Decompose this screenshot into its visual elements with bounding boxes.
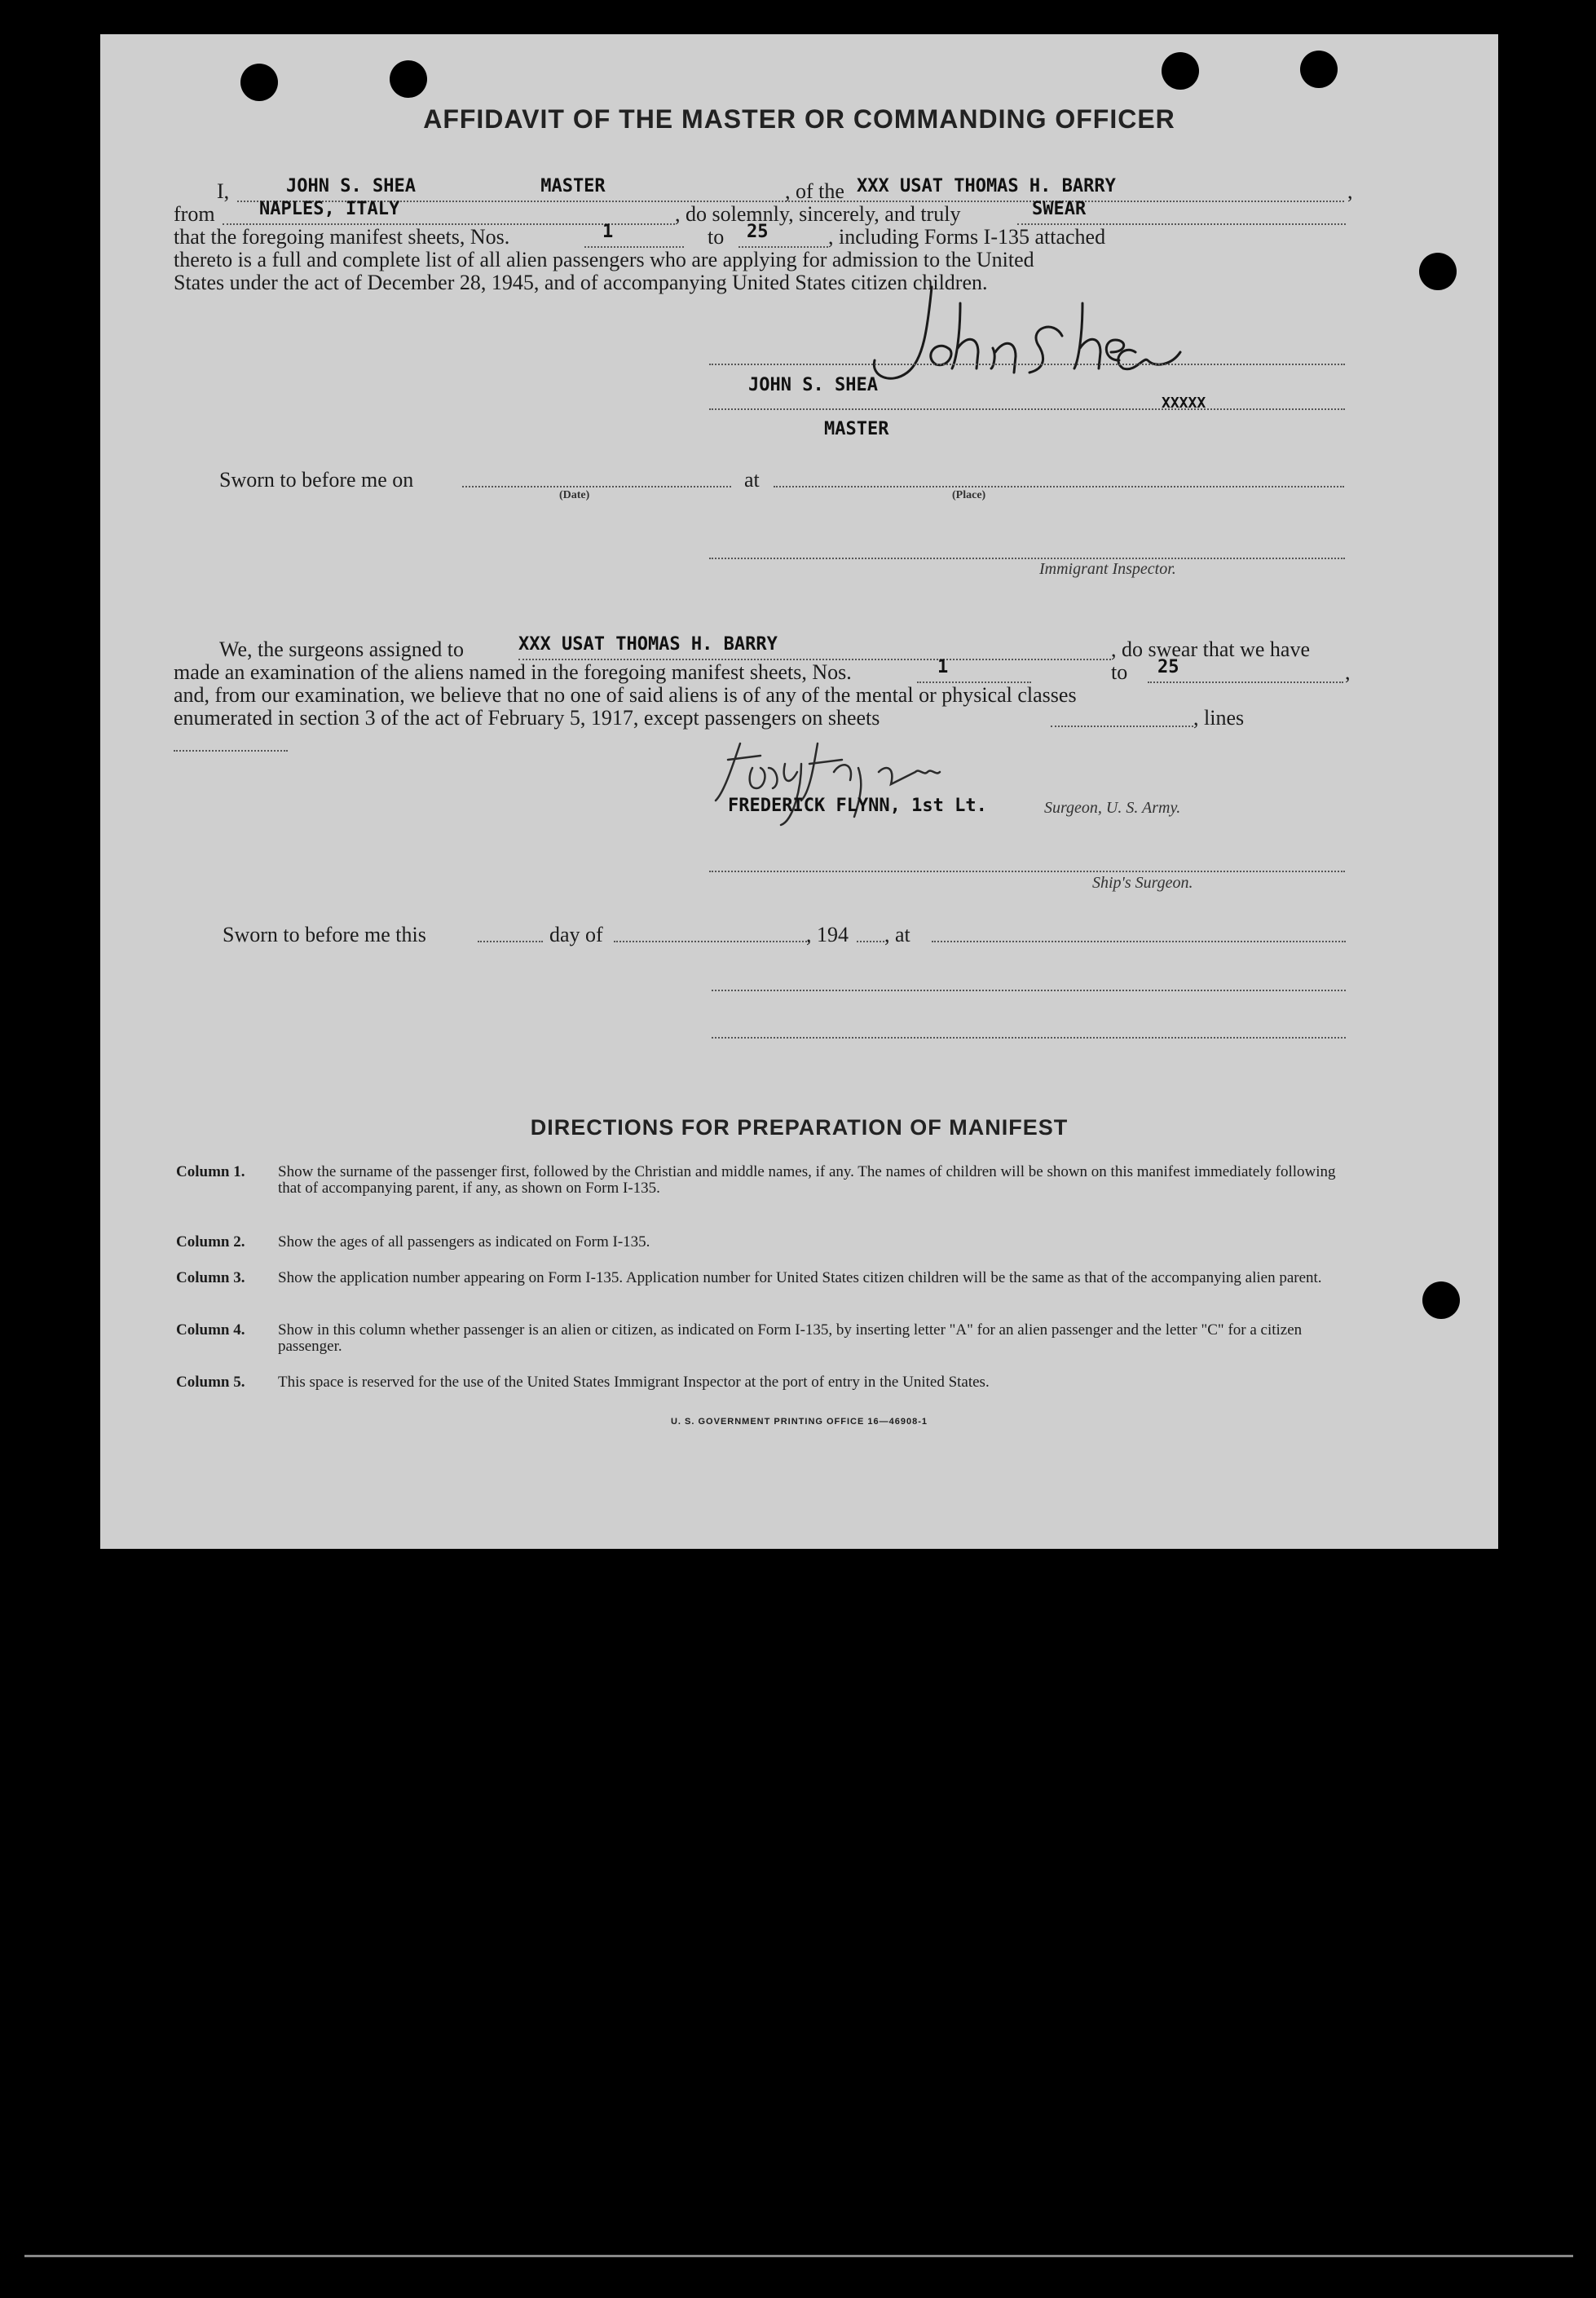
oath-field (1017, 199, 1346, 225)
punch-hole (1419, 253, 1457, 290)
punch-hole (1162, 52, 1199, 90)
ships-surgeon-line (709, 869, 1345, 872)
surgeons-line2-to: to (1111, 660, 1128, 684)
direction-label: Column 3. (176, 1269, 245, 1286)
struck-text: XXXXX (1162, 395, 1206, 412)
typed-surgeon-name: FREDERICK FLYNN, 1st Lt. (728, 796, 987, 816)
surgeons-at-label: , at (884, 923, 910, 946)
printing-office-footer: U. S. GOVERNMENT PRINTING OFFICE 16—46908-1 (670, 1417, 928, 1427)
surgeons-vessel-field: XXX USAT THOMAS H. BARRY (518, 634, 1111, 660)
direction-label: Column 5. (176, 1374, 245, 1391)
master-signature-line (709, 362, 1345, 365)
surgeons-line1-post: , do swear that we have (1111, 637, 1311, 661)
oath: SWEAR (1032, 199, 1087, 219)
direction-label: Column 4. (176, 1321, 245, 1339)
comma: , (1347, 179, 1353, 203)
immigrant-inspector-caption: Immigrant Inspector. (1039, 560, 1176, 578)
directions-title: DIRECTIONS FOR PREPARATION OF MANIFEST (530, 1115, 1069, 1140)
sheet-to: 25 (747, 222, 769, 242)
master-name: JOHN S. SHEA (286, 176, 416, 196)
affidavit-title: AFFIDAVIT OF THE MASTER OR COMMANDING OFFICER (423, 104, 1175, 134)
sworn-before-label: Sworn to before me on (219, 468, 414, 492)
surgeon-signature (703, 727, 1029, 833)
affidavit-line3-post: , including Forms I-135 attached (828, 225, 1106, 249)
sworn-place-line-2 (932, 939, 1346, 942)
surgeons-officer-line-2 (712, 1035, 1346, 1039)
direction-text: This space is reserved for the use of the United States Immigrant Inspector at the port of entry in the United States. (278, 1374, 990, 1391)
affidavit-line3-prefix: that the foregoing manifest sheets, Nos. (174, 225, 510, 249)
place-caption: (Place) (952, 489, 986, 501)
sheets-except-line (1051, 724, 1193, 727)
surgeons-sheet-from-field (917, 657, 1031, 683)
surgeons-line4-prefix: enumerated in section 3 of the act of February 5, 1917, except passengers on sheets (174, 706, 880, 730)
ships-surgeon-caption: Ship's Surgeon. (1092, 874, 1193, 892)
affidavit-line1-prefix: I, (217, 179, 230, 203)
direction-text: Show the application number appearing on Form I-135. Application number for United States citizen children will be the same as that of the accompanying alien parent. (278, 1269, 1322, 1286)
surgeon-army-caption: Surgeon, U. S. Army. (1044, 799, 1181, 817)
surgeons-line1-prefix: We, the surgeons assigned to (219, 637, 464, 661)
direction-text: Show the ages of all passengers as indicated on Form I-135. (278, 1233, 650, 1250)
sworn-month-line (614, 939, 809, 942)
punch-hole (1422, 1281, 1460, 1319)
surgeons-sworn-label: Sworn to before me this (223, 923, 426, 946)
affidavit-line3-to: to (708, 225, 725, 249)
punch-hole (390, 60, 427, 98)
master-title: MASTER (540, 176, 606, 196)
affidavit-line4: thereto is a full and complete list of all alien passengers who are applying for admission to the United (174, 248, 1034, 271)
typed-master-rank: MASTER (824, 419, 889, 439)
scan-edge-strip (24, 2255, 1573, 2257)
surgeons-line4-post: , lines (1193, 706, 1245, 730)
direction-label: Column 1. (176, 1163, 245, 1180)
comma: , (1345, 660, 1351, 684)
date-caption: (Date) (559, 489, 590, 501)
sworn-year-line (857, 939, 884, 942)
surgeons-officer-line-1 (712, 988, 1346, 991)
surgeons-line3: and, from our examination, we believe that no one of said aliens is of any of the mental or physical classes (174, 683, 1077, 707)
affidavit-line2-prefix: from (174, 202, 215, 226)
inspector-line (709, 556, 1345, 559)
affidavit-line1-mid: , of the (785, 179, 844, 203)
sheet-to-field (738, 222, 828, 248)
affidavit-line2-mid: , do solemnly, sincerely, and truly (675, 202, 961, 226)
sworn-date-line (462, 484, 731, 487)
vessel-field: XXX USAT THOMAS H. BARRY (857, 176, 1344, 202)
port-from: NAPLES, ITALY (259, 199, 400, 219)
surgeons-year-label: , 194 (806, 923, 849, 946)
master-rank-line (709, 407, 1345, 410)
affidavit-line5: States under the act of December 28, 1945, and of accompanying United States citizen children. (174, 271, 988, 294)
direction-text: Show the surname of the passenger first, followed by the Christian and middle names, if any. The names of children will be shown on this manifest immediately following that of accompanying parent, if any, as shown on Form I-135. (278, 1163, 1336, 1197)
punch-hole (240, 64, 278, 101)
manifest-page (100, 34, 1498, 1549)
surgeons-sheet-to: 25 (1157, 657, 1179, 677)
sworn-day-line (478, 939, 543, 942)
direction-text: Show in this column whether passenger is an alien or citizen, as indicated on Form I-135, by inserting letter "A" for an alien passenger and the letter "C" for a citizen passenger. (278, 1321, 1303, 1355)
surgeons-sheet-to-field (1148, 657, 1343, 683)
surgeons-day-label: day of (549, 923, 603, 946)
surgeons-sheet-from: 1 (937, 657, 949, 677)
punch-hole (1300, 51, 1338, 88)
sheet-from: 1 (602, 222, 614, 242)
direction-label: Column 2. (176, 1233, 245, 1250)
surgeons-line2-prefix: made an examination of the aliens named in the foregoing manifest sheets, Nos. (174, 660, 852, 684)
sheet-from-field (584, 222, 684, 248)
sworn-place-line (774, 484, 1344, 487)
typed-master-name: JOHN S. SHEA (748, 375, 878, 395)
sworn-at-label: at (744, 468, 760, 492)
lines-continuation-line (174, 748, 288, 752)
